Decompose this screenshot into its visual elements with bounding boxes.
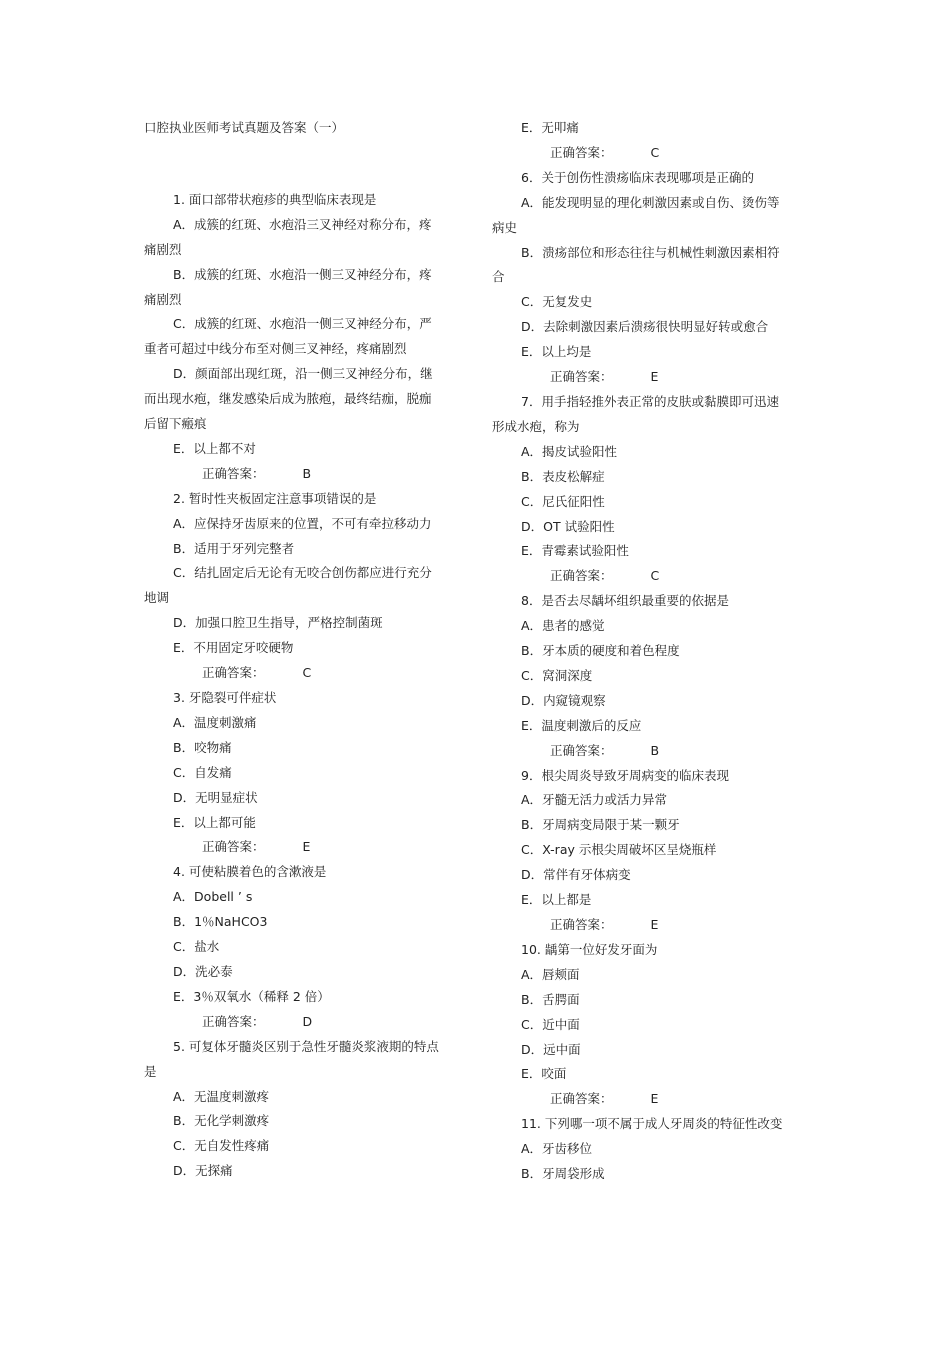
correct-answer bbox=[144, 462, 440, 487]
answer-option: E．3％双氧水（稀释 2 倍） bbox=[173, 988, 330, 1004]
question-stem: 5. 可复体牙髓炎区别于急性牙髓炎浆液期的特点是 bbox=[144, 1038, 439, 1079]
answer-option: C．近中面 bbox=[521, 1016, 580, 1032]
question-stem: 1. 面口部带状疱疹的典型临床表现是 bbox=[173, 191, 377, 207]
answer-option: A．无温度刺激疼 bbox=[173, 1088, 270, 1104]
answer-option: B．1％NaHCO3 bbox=[173, 914, 268, 930]
answer-option: E．以上都是 bbox=[521, 892, 592, 908]
correct-answer-label: 正确答案： bbox=[550, 568, 613, 584]
correct-answer-label: 正确答案： bbox=[202, 839, 265, 855]
correct-answer-value: E bbox=[302, 839, 311, 855]
answer-option: C．自发痛 bbox=[173, 764, 232, 780]
answer-option: A．牙髓无活力或活力异常 bbox=[521, 792, 668, 808]
answer-option: B．成簇的红斑、水疱沿一侧三叉神经分布，疼痛剧烈 bbox=[144, 266, 432, 307]
answer-option: A．温度刺激痛 bbox=[173, 714, 257, 730]
answer-option: D．内窥镜观察 bbox=[521, 692, 606, 708]
answer-option: B．无化学刺激疼 bbox=[173, 1113, 270, 1129]
correct-answer-label: 正确答案： bbox=[550, 742, 613, 758]
answer-option: B．溃疡部位和形态往往与机械性刺激因素相符合 bbox=[492, 244, 780, 285]
answer-option: D．洗必泰 bbox=[173, 963, 233, 979]
answer-option: D．远中面 bbox=[521, 1041, 581, 1057]
answer-option: C．X-ray 示根尖周破坏区呈烧瓶样 bbox=[521, 842, 717, 858]
correct-answer bbox=[492, 913, 788, 938]
answer-option: B．牙周袋形成 bbox=[521, 1166, 605, 1182]
answer-option: A．牙齿移位 bbox=[521, 1141, 593, 1157]
correct-answer-value: D bbox=[302, 1013, 313, 1029]
correct-answer-value: B bbox=[302, 465, 312, 481]
answer-option: E．以上均是 bbox=[521, 344, 592, 360]
answer-option: A．唇颊面 bbox=[521, 966, 580, 982]
correct-answer bbox=[492, 564, 788, 589]
right-column bbox=[492, 116, 788, 1187]
answer-option: B．适用于牙列完整者 bbox=[173, 540, 295, 556]
correct-answer-label: 正确答案： bbox=[202, 665, 265, 681]
answer-option: C．盐水 bbox=[173, 939, 220, 955]
question-stem: 8．是否去尽龋坏组织最重要的依据是 bbox=[521, 593, 729, 609]
answer-option: B．舌腭面 bbox=[521, 991, 580, 1007]
answer-option: D．OT 试验阳性 bbox=[521, 518, 615, 534]
question-stem: 3. 牙隐裂可伴症状 bbox=[173, 690, 277, 706]
answer-option: C．结扎固定后无论有无咬合创伤都应进行充分地调 bbox=[144, 565, 432, 606]
correct-answer bbox=[144, 661, 440, 686]
answer-option: A．Dobell ’ s bbox=[173, 889, 253, 905]
question-stem: 4. 可使粘膜着色的含漱液是 bbox=[173, 864, 327, 880]
answer-option: C．无复发史 bbox=[521, 294, 593, 310]
correct-answer-value: E bbox=[650, 917, 659, 932]
correct-answer-label: 正确答案： bbox=[550, 369, 613, 385]
answer-option: B．牙周病变局限于某一颗牙 bbox=[521, 817, 680, 833]
correct-answer bbox=[492, 365, 788, 390]
answer-option: B．牙本质的硬度和着色程度 bbox=[521, 643, 680, 659]
answer-option: C．无自发性疼痛 bbox=[173, 1138, 270, 1154]
answer-option: E．以上都不对 bbox=[173, 440, 256, 456]
correct-answer-value: E bbox=[650, 369, 659, 385]
question-stem: 10. 龋第一位好发牙面为 bbox=[521, 941, 658, 957]
answer-option: D．常伴有牙体病变 bbox=[521, 867, 631, 883]
answer-option: E．温度刺激后的反应 bbox=[521, 717, 642, 733]
answer-option: D．去除刺激因素后溃疡很快明显好转或愈合 bbox=[521, 319, 769, 335]
document-title: 口腔执业医师考试真题及答案（一） bbox=[144, 120, 345, 135]
answer-option: A．成簇的红斑、水疱沿三叉神经对称分布，疼痛剧烈 bbox=[144, 216, 432, 257]
answer-option: B．表皮松解症 bbox=[521, 468, 605, 484]
answer-option: D．无探痛 bbox=[173, 1163, 233, 1179]
correct-answer-value: C bbox=[650, 568, 660, 584]
answer-option: B．咬物痛 bbox=[173, 739, 232, 755]
answer-option: C．成簇的红斑、水疱沿一侧三叉神经分布，严重者可超过中线分布至对侧三叉神经，疼痛剧烈 bbox=[144, 316, 432, 357]
answer-option: A．能发现明显的理化刺激因素或自伤、烫伤等病史 bbox=[492, 194, 780, 235]
answer-option: A．揭皮试验阳性 bbox=[521, 443, 618, 459]
question-stem: 2. 暂时性夹板固定注意事项错误的是 bbox=[173, 490, 377, 506]
answer-option: D．加强口腔卫生指导，严格控制菌斑 bbox=[173, 615, 383, 631]
correct-answer bbox=[492, 141, 788, 166]
answer-option: E．青霉素试验阳性 bbox=[521, 543, 629, 559]
correct-answer-value: B bbox=[650, 742, 660, 758]
question-stem: 9．根尖周炎导致牙周病变的临床表现 bbox=[521, 767, 729, 783]
correct-answer bbox=[144, 1010, 440, 1035]
answer-option: D．颜面部出现红斑，沿一侧三叉神经分布，继而出现水疱，继发感染后成为脓疱，最终结痂，脱痂后留下瘢痕 bbox=[144, 366, 433, 432]
question-stem: 11. 下列哪一项不属于成人牙周炎的特征性改变 bbox=[521, 1116, 783, 1132]
question-stem: 6．关于创伤性溃疡临床表现哪项是正确的 bbox=[521, 169, 754, 185]
answer-option: D．无明显症状 bbox=[173, 789, 258, 805]
answer-option: E．以上都可能 bbox=[173, 814, 256, 830]
correct-answer-label: 正确答案： bbox=[202, 465, 265, 481]
answer-option: C．窝洞深度 bbox=[521, 667, 593, 683]
answer-option: A．应保持牙齿原来的位置，不可有牵拉移动力 bbox=[173, 515, 432, 531]
correct-answer bbox=[144, 835, 440, 860]
answer-option: C．尼氏征阳性 bbox=[521, 493, 605, 509]
correct-answer bbox=[492, 1087, 788, 1112]
left-column bbox=[144, 116, 440, 1184]
answer-option: E．无叩痛 bbox=[521, 120, 579, 135]
answer-option: A．患者的感觉 bbox=[521, 618, 605, 634]
correct-answer-label: 正确答案： bbox=[550, 917, 613, 932]
answer-option: E．咬面 bbox=[521, 1066, 567, 1082]
correct-answer bbox=[492, 739, 788, 764]
correct-answer-label: 正确答案： bbox=[550, 144, 613, 160]
correct-answer-label: 正确答案： bbox=[550, 1091, 613, 1107]
correct-answer-value: C bbox=[302, 665, 312, 681]
answer-option: E．不用固定牙咬硬物 bbox=[173, 640, 294, 656]
question-stem: 7．用手指轻推外表正常的皮肤或黏膜即可迅速形成水疱，称为 bbox=[492, 393, 779, 434]
correct-answer-value: C bbox=[650, 144, 660, 160]
correct-answer-label: 正确答案： bbox=[202, 1013, 265, 1029]
correct-answer-value: E bbox=[650, 1091, 659, 1107]
